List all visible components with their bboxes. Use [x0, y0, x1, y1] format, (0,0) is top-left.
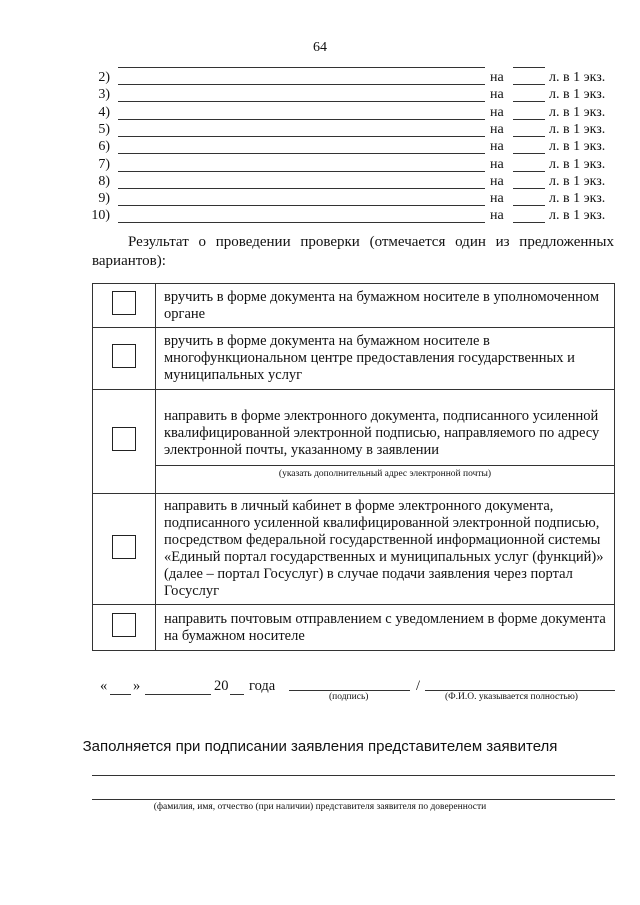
unit-label: л. в 1 экз.	[549, 70, 606, 85]
sheet-count-field[interactable]	[513, 188, 545, 189]
quote-open: «	[100, 678, 108, 694]
sheet-count-field[interactable]	[513, 84, 545, 85]
list-top-line	[118, 67, 485, 68]
day-field[interactable]	[110, 694, 131, 695]
option-row-2	[93, 328, 615, 390]
document-name-field[interactable]	[118, 136, 485, 137]
option-row-5	[93, 605, 615, 651]
option-row-1	[93, 284, 615, 328]
representative-line-2[interactable]	[92, 799, 615, 800]
option-1-text: вручить в форме документа на бумажном носителе в уполномоченном органе	[156, 284, 615, 328]
quote-close: »	[133, 678, 141, 694]
page-number: 64	[313, 40, 327, 55]
list-row	[0, 87, 640, 104]
document-name-field[interactable]	[118, 84, 485, 85]
option-2-checkbox[interactable]	[112, 344, 136, 368]
extra-email-caption: (указать дополнительный адрес электронной почты)	[156, 465, 614, 480]
na-label: на	[490, 104, 504, 120]
document-name-field[interactable]	[118, 205, 485, 206]
list-row	[0, 105, 640, 122]
sheet-count-field[interactable]	[513, 136, 545, 137]
document-name-field[interactable]	[118, 119, 485, 120]
na-label: на	[490, 70, 504, 85]
result-options-table	[92, 283, 615, 651]
unit-label: л. в 1 экз.	[549, 104, 606, 120]
unit-label: л. в 1 экз.	[549, 208, 606, 224]
signature-field[interactable]	[289, 690, 410, 691]
fio-field[interactable]	[425, 690, 615, 691]
na-label: на	[490, 121, 504, 137]
list-row	[0, 70, 640, 87]
option-4-text: направить в личный кабинет в форме электронного документа, подписанного усиленной квалифицированной электронной подписью, посредством федеральной государственной информационной системы «Единый портал государственных и муниципальных услуг (функций)» (далее – портал Госуслуг) в случае подачи заявления через портал Госуслуг	[156, 494, 615, 605]
year-field[interactable]	[230, 694, 244, 695]
option-3-checkbox[interactable]	[112, 427, 136, 451]
list-row	[0, 191, 640, 208]
list-row	[0, 122, 640, 139]
row-number: 2)	[98, 70, 110, 85]
list-row	[0, 208, 640, 225]
row-number: 4)	[98, 104, 110, 120]
year-prefix: 20	[214, 678, 229, 694]
slash: /	[416, 678, 421, 694]
option-2-text: вручить в форме документа на бумажном носителе в многофункциональном центре предоставления государственных и муниципальных услуг	[156, 328, 615, 390]
na-label: на	[490, 173, 504, 189]
result-paragraph: Результат о проведении проверки (отмечается один из предложенных вариантов):	[92, 234, 614, 269]
na-label: на	[490, 139, 504, 155]
list-row	[0, 139, 640, 156]
sheet-count-field[interactable]	[513, 205, 545, 206]
unit-label: л. в 1 экз.	[549, 121, 606, 137]
option-row-3	[93, 390, 615, 494]
row-number: 8)	[98, 173, 110, 189]
document-name-field[interactable]	[118, 171, 485, 172]
representative-line-1[interactable]	[92, 775, 615, 776]
row-number: 10)	[91, 208, 110, 224]
unit-label: л. в 1 экз.	[549, 191, 606, 207]
sheet-count-field[interactable]	[513, 119, 545, 120]
option-row-4	[93, 494, 615, 605]
row-number: 5)	[98, 121, 110, 137]
month-field[interactable]	[145, 694, 211, 695]
unit-label: л. в 1 экз.	[549, 87, 606, 103]
option-1-checkbox[interactable]	[112, 291, 136, 315]
representative-caption: (фамилия, имя, отчество (при наличии) представителя заявителя по доверенности	[153, 802, 487, 812]
year-word: года	[249, 678, 276, 694]
fio-caption: (Ф.И.О. указывается полностью)	[445, 692, 578, 702]
sheet-count-field[interactable]	[513, 101, 545, 102]
list-row	[0, 174, 640, 191]
row-number: 6)	[98, 139, 110, 155]
document-name-field[interactable]	[118, 188, 485, 189]
option-4-checkbox[interactable]	[112, 535, 136, 559]
sheet-count-field[interactable]	[513, 222, 545, 223]
row-number: 3)	[98, 87, 110, 103]
row-number: 7)	[98, 156, 110, 172]
document-name-field[interactable]	[118, 153, 485, 154]
unit-label: л. в 1 экз.	[549, 139, 606, 155]
unit-label: л. в 1 экз.	[549, 173, 606, 189]
representative-title: Заполняется при подписании заявления представителем заявителя	[82, 738, 558, 755]
list-row	[0, 157, 640, 174]
document-name-field[interactable]	[118, 101, 485, 102]
sheet-count-field[interactable]	[513, 153, 545, 154]
na-label: на	[490, 156, 504, 172]
option-5-checkbox[interactable]	[112, 613, 136, 637]
row-number: 9)	[98, 191, 110, 207]
sheet-count-field[interactable]	[513, 171, 545, 172]
unit-label: л. в 1 экз.	[549, 156, 606, 172]
option-5-text: направить почтовым отправлением с уведомлением в форме документа на бумажном носителе	[156, 605, 615, 651]
na-label: на	[490, 87, 504, 103]
signature-caption: (подпись)	[329, 692, 369, 702]
na-label: на	[490, 191, 504, 207]
option-3-text: направить в форме электронного документа, подписанного усиленной квалифицированной электронной подписью, направляемого по адресу электронной почты, указанному в заявлении	[164, 407, 600, 458]
document-name-field[interactable]	[118, 222, 485, 223]
na-label: на	[490, 208, 504, 224]
list-top-short-line	[513, 67, 545, 68]
